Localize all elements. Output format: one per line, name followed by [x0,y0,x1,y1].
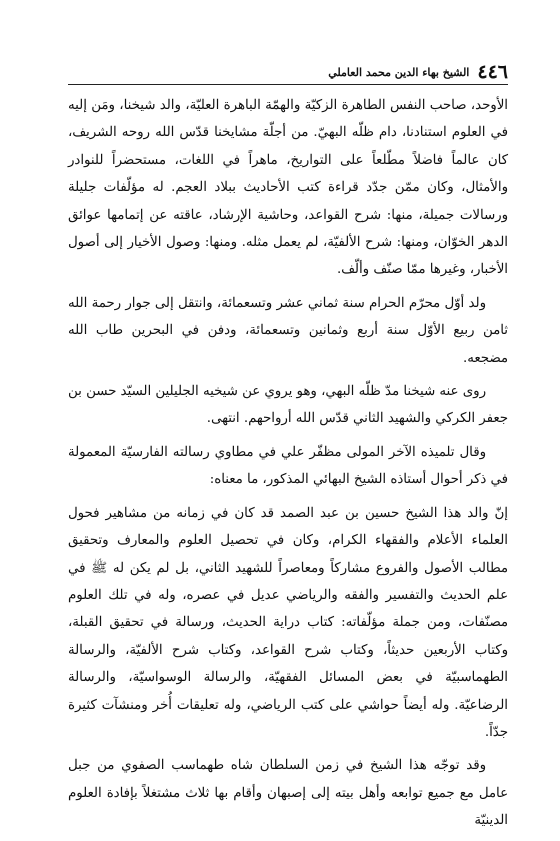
paragraph-5: إنّ والد هذا الشيخ حسين بن عبد الصمد قد كان في زمانه من مشاهير فحول العلماء الأعلام والفقهاء الكرام، وكان في تحصيل العلوم والمعارف وتحقيق مطالب الأصول والفروع مشاركاً ومعاصراً للشهيد الثاني، بل لم يكن له ﷺ في علم الحديث والتفسير والفقه والرياضي عديل في عصره، وله في تلك العلوم مصنّفات، ومن جملة مؤلّفاته: كتاب دراية الحديث، ورسالة في تحقيق القبلة، وكتاب الأربعين حديثاً، وكتاب شرح القواعد، وكتاب شرح الألفيّة، والرسالة الطهماسبيّة في بعض المسائل الفقهيّة، والرسالة الوسواسيّة، والرسالة الرضاعيّة. وله أيضاً حواشي على كتب الرياضي، وله تعليقات أُخر ومنشآت كثيرة جدّاً. [68,505,508,740]
body-text [68,92,508,841]
paragraph-2: ولد أوّل محرّم الحرام سنة ثماني عشر وتسعمائة، وانتقل إلى جوار رحمة الله ثامن ربيع الأوّل سنة أربع وثمانين وتسعمائة، ودفن في البحرين طاب الله مضجعه. [68,295,508,366]
paragraph-4: وقال تلميذه الآخر المولى مظفّر علي في مطاوي رسالته الفارسيّة المعمولة في ذكر أحوال أستاذه الشيخ البهائي المذكور، ما معناه: [68,444,508,488]
paragraph-6: وقد توجّه هذا الشيخ في زمن السلطان شاه طهماسب الصفوي من جبل عامل مع جميع توابعه وأهل بيته إلى إصبهان وأقام بها ثلاث مشتغلاً بإفادة العلوم الدينيّة [68,758,508,829]
running-title: الشيخ بهاء الدين محمد العاملي [328,66,470,79]
page-header [68,60,508,82]
paragraph-1: الأوحد، صاحب النفس الطاهرة الزكيّة والهمّة الباهرة العليّة، والد شيخنا، ومَن إليه في العلوم استنادنا، دام ظلّه البهيّ. من أجلّة مشايخنا قدّس الله روحه الشريف، كان عالماً فاضلاً مطّلعاً على التواريخ، ماهراً في اللغات، مستحضراً للنوادر والأمثال، وكان ممّن جدّد قراءة كتب الأحاديث ببلاد العجم. له مؤلّفات جليلة ورسالات جميلة، منها: شرح القواعد، وحاشية الإرشاد، عاقته عن إتمامها عوائق الدهر الخوّان، ومنها: شرح الألفيّة، لم يعمل مثله. ومنها: وصول الأخيار إلى أصول الأخبار، وغيرها ممّا صنّف وألّف. [68,98,508,278]
paragraph-3: روى عنه شيخنا مدّ ظلّه البهي، وهو يروي عن شيخيه الجليلين السيّد حسن بن جعفر الكركي والشهيد الثاني قدّس الله أرواحهم. انتهى. [68,384,508,427]
page-number: ٤٤٦ [477,61,508,83]
header-rule [68,84,508,85]
